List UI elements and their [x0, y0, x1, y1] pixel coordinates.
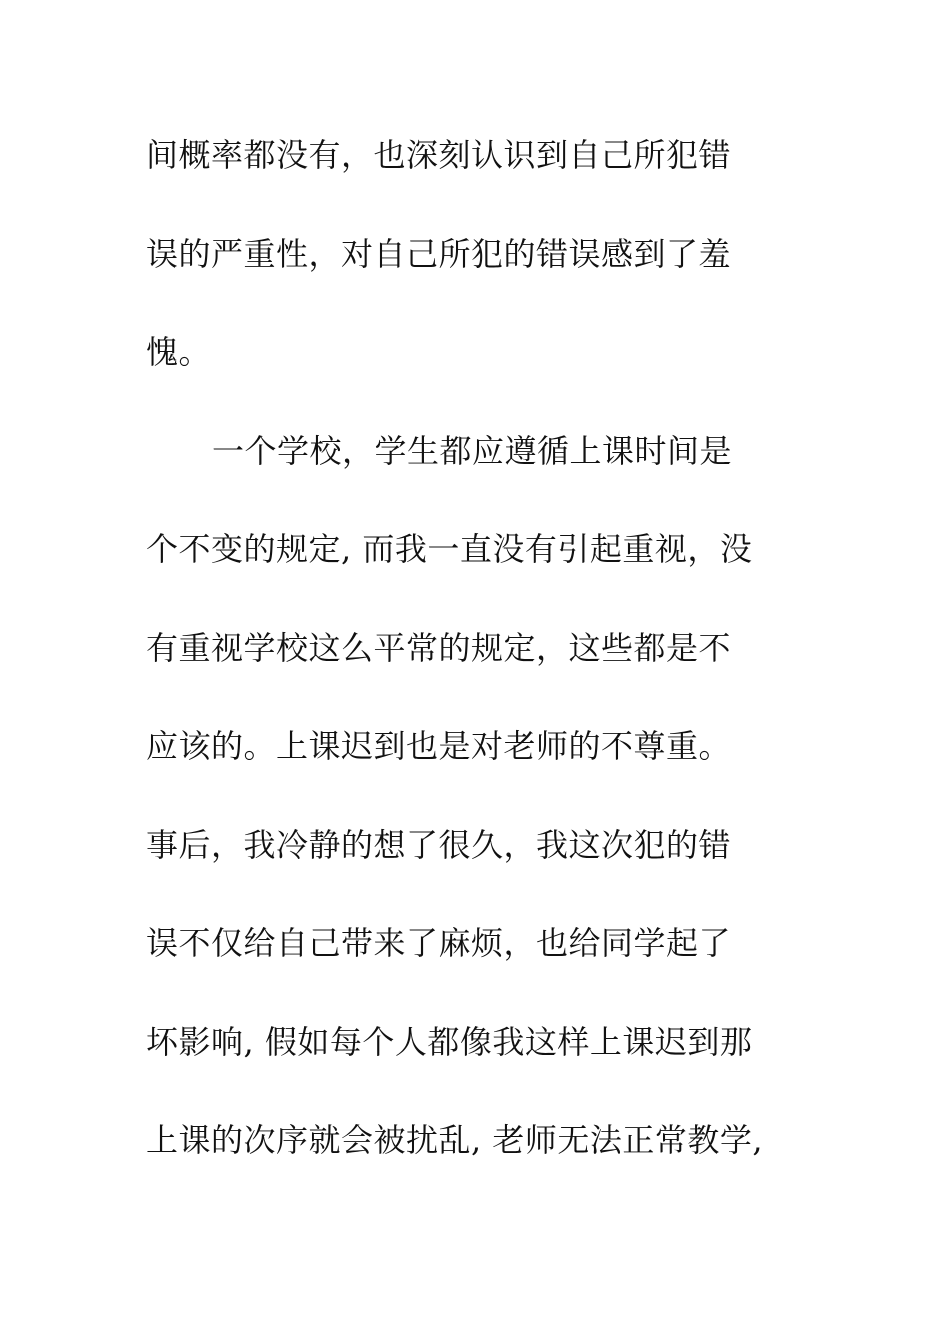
text-line: 上课的次序就会被扰乱, 老师无法正常教学, — [146, 1121, 764, 1159]
text-line: 有重视学校这么平常的规定，这些都是不 — [146, 628, 732, 667]
text-line: 应该的。上课迟到也是对老师的不尊重。 — [146, 727, 732, 765]
text-line: 误的严重性，对自己所犯的错误感到了羞 — [146, 234, 732, 273]
paragraph-start-line: 一个学校，学生都应遵循上课时间是 — [212, 431, 733, 470]
text-line: 个不变的规定, 而我一直没有引起重视，没 — [146, 530, 753, 568]
text-line: 坏影响, 假如每个人都像我这样上课迟到那 — [146, 1022, 753, 1061]
document-body — [146, 126, 816, 1210]
text-line: 误不仅给自己带来了麻烦，也给同学起了 — [146, 924, 732, 962]
text-line: 愧。 — [146, 333, 212, 371]
text-line: 间概率都没有，也深刻认识到自己所犯错 — [146, 136, 732, 174]
text-line: 事后，我冷静的想了很久，我这次犯的错 — [146, 825, 732, 864]
